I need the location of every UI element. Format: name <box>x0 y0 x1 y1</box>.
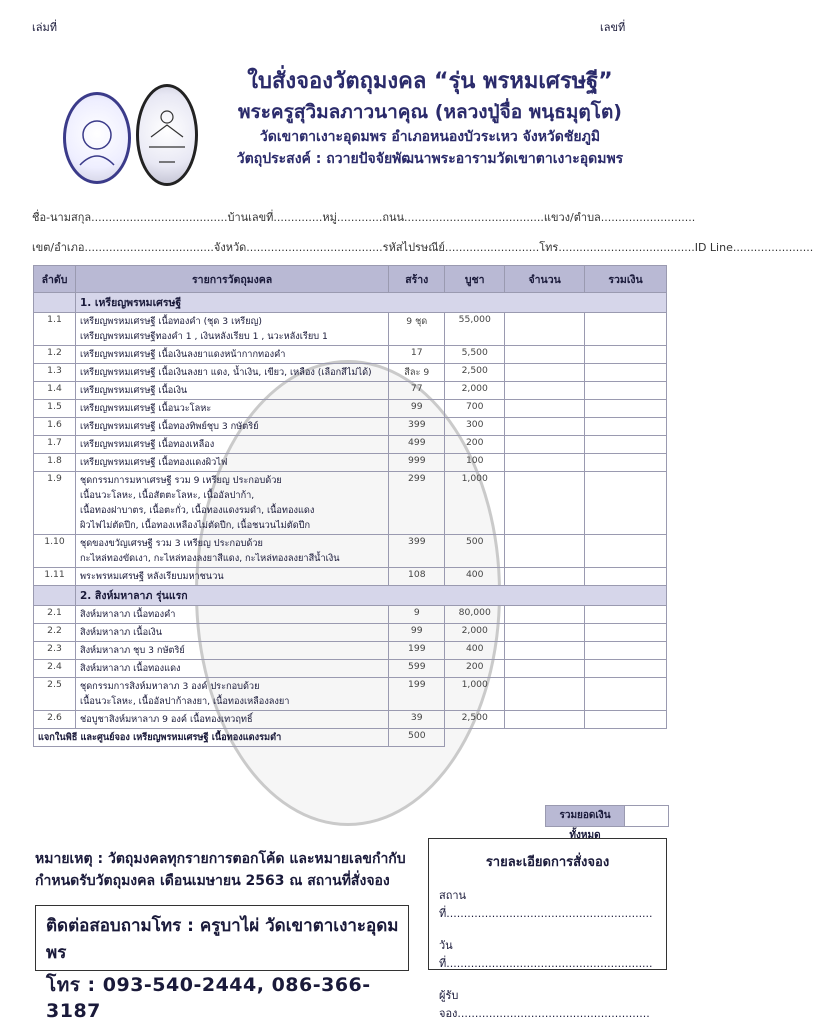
item-price-cell: 1,000 <box>445 472 505 535</box>
back-coin-image <box>136 84 198 186</box>
column-header: รวมเงิน <box>585 266 667 293</box>
item-made-cell: 39 <box>389 711 445 729</box>
item-number-cell: 1.1 <box>34 313 76 346</box>
quantity-input-cell[interactable] <box>505 535 585 568</box>
order-details-box <box>428 838 667 1020</box>
purpose-line: วัตถุประสงค์ : ถวายปัจจัยพัฒนาพระอารามวัดเขาตาเงาะอุดมพร <box>236 151 624 167</box>
form-header <box>190 66 670 170</box>
quantity-input-cell[interactable] <box>505 364 585 382</box>
item-price-cell: 2,500 <box>445 711 505 729</box>
quantity-input-cell[interactable] <box>505 711 585 729</box>
item-made-cell: 99 <box>389 624 445 642</box>
form-subtitle: พระครูสุวิมลภาวนาคุณ (หลวงปู่จื่อ พนฺธมุตฺโต) <box>238 101 622 123</box>
quantity-input-cell[interactable] <box>505 642 585 660</box>
item-name-cell: เหรียญพรหมเศรษฐี เนื้อทองเหลือง <box>75 436 388 454</box>
item-name-cell: สิงห์มหาลาภ เนื้อทองแดง <box>75 660 388 678</box>
quantity-input-cell[interactable] <box>505 606 585 624</box>
item-made-cell: 199 <box>389 642 445 660</box>
free-distribution-label: แจกในพิธี และศูนย์จอง เหรียญพรหมเศรษฐี เนื้อทองแดงรมดำ <box>34 729 389 747</box>
item-name-cell: เหรียญพรหมเศรษฐี เนื้อเงิน <box>75 382 388 400</box>
subtotal-cell[interactable] <box>585 642 667 660</box>
quantity-input-cell[interactable] <box>505 418 585 436</box>
subtotal-cell[interactable] <box>585 568 667 586</box>
quantity-input-cell[interactable] <box>505 454 585 472</box>
item-number-cell: 1.9 <box>34 472 76 535</box>
subtotal-cell[interactable] <box>585 711 667 729</box>
item-price-cell: 100 <box>445 454 505 472</box>
item-price-cell: 2,000 <box>445 382 505 400</box>
quantity-input-cell[interactable] <box>505 472 585 535</box>
item-number-cell: 1.7 <box>34 436 76 454</box>
item-made-cell: 108 <box>389 568 445 586</box>
quantity-input-cell[interactable] <box>505 624 585 642</box>
item-name-cell: สิงห์มหาลาภ เนื้อทองคำ <box>75 606 388 624</box>
column-header: รายการวัตถุมงคล <box>75 266 388 293</box>
item-price-cell: 200 <box>445 660 505 678</box>
table-row <box>34 346 667 364</box>
remark-line-1: หมายเหตุ : วัตถุมงคลทุกรายการตอกโค้ด และหมายเลขกำกับ <box>35 851 406 867</box>
item-made-cell: 399 <box>389 418 445 436</box>
item-made-cell: 17 <box>389 346 445 364</box>
section-number-cell <box>34 586 76 606</box>
item-number-cell: 1.3 <box>34 364 76 382</box>
quantity-input-cell[interactable] <box>505 313 585 346</box>
item-name-cell: ชุดของขวัญเศรษฐี รวม 3 เหรียญ ประกอบด้วย กะไหล่ทองขัดเงา, กะไหล่ทองลงยาสีแดง, กะไหล่ทองลงยาสีน้ำเงิน <box>75 535 388 568</box>
item-price-cell: 400 <box>445 642 505 660</box>
contact-line-1: ติดต่อสอบถามโทร : ครูบาไผ่ วัดเขาตาเงาะอุดมพร <box>46 916 399 963</box>
quantity-input-cell[interactable] <box>505 568 585 586</box>
subtotal-cell[interactable] <box>585 624 667 642</box>
subtotal-cell[interactable] <box>585 400 667 418</box>
item-number-cell: 1.2 <box>34 346 76 364</box>
item-number-cell: 1.4 <box>34 382 76 400</box>
subtotal-cell[interactable] <box>585 472 667 535</box>
item-number-cell: 1.10 <box>34 535 76 568</box>
item-number-cell: 1.6 <box>34 418 76 436</box>
contact-phone: โทร : 093-540-2444, 086-366-3187 <box>46 974 371 1022</box>
order-receiver-field[interactable]: ผู้รับจอง....................................................... <box>439 989 650 1020</box>
quantity-input-cell[interactable] <box>505 382 585 400</box>
order-details-title: รายละเอียดการสั่งจอง <box>485 855 610 870</box>
item-name-cell: เหรียญพรหมเศรษฐี เนื้อทองทิพย์ชุบ 3 กษัตริย์ <box>75 418 388 436</box>
table-row <box>34 400 667 418</box>
table-row <box>34 678 667 711</box>
subtotal-cell[interactable] <box>585 436 667 454</box>
item-number-cell: 2.2 <box>34 624 76 642</box>
remark-line-2: กำหนดรับวัตถุมงคล เดือนเมษายน 2563 ณ สถานที่สั่งจอง <box>35 873 390 889</box>
quantity-input-cell[interactable] <box>505 678 585 711</box>
front-coin-image <box>63 92 131 184</box>
table-row <box>34 313 667 346</box>
quantity-input-cell[interactable] <box>505 660 585 678</box>
table-row <box>34 568 667 586</box>
section-title: 1. เหรียญพรหมเศรษฐี <box>75 293 666 313</box>
customer-fields-row-1[interactable]: ชื่อ-นามสกุล.......................................บ้านเลขที่..............หมู่.............ถนน........................................แขวง/ตำบล........................... <box>32 211 696 224</box>
number-label: เลขที่ <box>600 21 626 34</box>
table-row <box>34 364 667 382</box>
item-price-cell: 55,000 <box>445 313 505 346</box>
item-price-cell: 1,000 <box>445 678 505 711</box>
free-distribution-count: 500 <box>389 729 445 747</box>
item-made-cell: 77 <box>389 382 445 400</box>
item-made-cell: 599 <box>389 660 445 678</box>
quantity-input-cell[interactable] <box>505 400 585 418</box>
item-price-cell: 2,500 <box>445 364 505 382</box>
subtotal-cell[interactable] <box>585 454 667 472</box>
column-header: บูชา <box>445 266 505 293</box>
quantity-input-cell[interactable] <box>505 436 585 454</box>
table-row <box>34 382 667 400</box>
subtotal-cell[interactable] <box>585 382 667 400</box>
subtotal-cell[interactable] <box>585 535 667 568</box>
item-made-cell: 999 <box>389 454 445 472</box>
subtotal-cell[interactable] <box>585 364 667 382</box>
quantity-input-cell[interactable] <box>505 346 585 364</box>
subtotal-cell[interactable] <box>585 678 667 711</box>
item-price-cell: 400 <box>445 568 505 586</box>
table-section-row <box>34 293 667 313</box>
item-made-cell: 9 <box>389 606 445 624</box>
item-name-cell: สิงห์มหาลาภ เนื้อเงิน <box>75 624 388 642</box>
item-name-cell: ช่อบูชาสิงห์มหาลาภ 9 องค์ เนื้อทองเทวฤทธิ์ <box>75 711 388 729</box>
item-name-cell: เหรียญพรหมเศรษฐี เนื้อนวะโลหะ <box>75 400 388 418</box>
item-price-cell: 700 <box>445 400 505 418</box>
table-row <box>34 535 667 568</box>
table-row <box>34 436 667 454</box>
item-price-cell: 5,500 <box>445 346 505 364</box>
items-table <box>33 265 667 747</box>
table-row <box>34 418 667 436</box>
column-header: จำนวน <box>505 266 585 293</box>
item-number-cell: 1.11 <box>34 568 76 586</box>
item-name-cell: ชุดกรรมการสิงห์มหาลาภ 3 องค์ ประกอบด้วย เนื้อนวะโลหะ, เนื้ออัลปาก้าลงยา, เนื้อทองเหลืองลงยา <box>75 678 388 711</box>
table-row <box>34 711 667 729</box>
subtotal-cell[interactable] <box>585 660 667 678</box>
table-row <box>34 642 667 660</box>
item-name-cell: พระพรหมเศรษฐี หลังเรียบมหาชนวน <box>75 568 388 586</box>
item-price-cell: 200 <box>445 436 505 454</box>
customer-fields-row-2[interactable]: เขต/อำเภอ.....................................จังหวัด.......................................รหัสไปรษณีย์...........................โทร.......................................ID Line....................... <box>32 241 813 254</box>
table-section-row <box>34 586 667 606</box>
empty-cell <box>445 729 667 747</box>
item-name-cell: เหรียญพรหมเศรษฐี เนื้อเงินลงยา แดง, น้ำเงิน, เขียว, เหลือง (เลือกสีไม่ได้) <box>75 364 388 382</box>
grand-total-label: รวมยอดเงินทั้งหมด <box>545 805 625 827</box>
subtotal-cell[interactable] <box>585 418 667 436</box>
table-row <box>34 606 667 624</box>
item-price-cell: 500 <box>445 535 505 568</box>
temple-address: วัดเขาตาเงาะอุดมพร อำเภอหนองบัวระเหว จังหวัดชัยภูมิ <box>259 129 601 145</box>
table-row <box>34 454 667 472</box>
item-made-cell: สีละ 9 <box>389 364 445 382</box>
item-name-cell: เหรียญพรหมเศรษฐี เนื้อเงินลงยาแดงหน้ากากทองคำ <box>75 346 388 364</box>
item-price-cell: 300 <box>445 418 505 436</box>
item-name-cell: ชุดกรรมการมหาเศรษฐี รวม 9 เหรียญ ประกอบด้วย เนื้อนวะโลหะ, เนื้อสัตตะโลหะ, เนื้ออัลปาก้า, เนื้อทองฝาบาตร, เนื้อตะกั่ว, เนื้อทองแดงรมดำ, เนื้อทองแดง ผิวไฟไม่ตัดปีก, เนื้อทองเหลืองไม่ตัดปีก, เนื้อชนวนไม่ตัดปีก <box>75 472 388 535</box>
section-number-cell <box>34 293 76 313</box>
item-number-cell: 1.5 <box>34 400 76 418</box>
free-distribution-row <box>34 729 667 747</box>
item-name-cell: สิงห์มหาลาภ ชุบ 3 กษัตริย์ <box>75 642 388 660</box>
item-made-cell: 399 <box>389 535 445 568</box>
item-made-cell: 9 ชุด <box>389 313 445 346</box>
order-place-field[interactable]: สถานที่........................................................... <box>439 889 653 920</box>
table-header-row <box>34 266 667 293</box>
table-row <box>34 624 667 642</box>
contact-box <box>35 905 409 1022</box>
item-name-cell: เหรียญพรหมเศรษฐี เนื้อทองคำ (ชุด 3 เหรียญ) เหรียญพรหมเศรษฐีทองคำ 1 , เงินหลังเรียบ 1 , นวะหลังเรียบ 1 <box>75 313 388 346</box>
item-name-cell: เหรียญพรหมเศรษฐี เนื้อทองแดงผิวไฟ <box>75 454 388 472</box>
item-made-cell: 199 <box>389 678 445 711</box>
item-price-cell: 80,000 <box>445 606 505 624</box>
item-number-cell: 2.5 <box>34 678 76 711</box>
form-title: ใบสั่งจองวัตถุมงคล “รุ่น พรหมเศรษฐี” <box>247 69 613 94</box>
item-made-cell: 299 <box>389 472 445 535</box>
item-number-cell: 1.8 <box>34 454 76 472</box>
section-title: 2. สิงห์มหาลาภ รุ่นแรก <box>75 586 666 606</box>
column-header: สร้าง <box>389 266 445 293</box>
order-date-field[interactable]: วันที่........................................................... <box>439 939 653 970</box>
subtotal-cell[interactable] <box>585 606 667 624</box>
book-number-label: เล่มที่ <box>32 21 58 34</box>
subtotal-cell[interactable] <box>585 313 667 346</box>
item-number-cell: 2.6 <box>34 711 76 729</box>
column-header: ลำดับ <box>34 266 76 293</box>
item-number-cell: 2.3 <box>34 642 76 660</box>
table-row <box>34 660 667 678</box>
item-number-cell: 2.4 <box>34 660 76 678</box>
item-number-cell: 2.1 <box>34 606 76 624</box>
table-row <box>34 472 667 535</box>
remark-block <box>35 848 415 892</box>
grand-total-field[interactable] <box>624 805 669 827</box>
item-price-cell: 2,000 <box>445 624 505 642</box>
item-made-cell: 99 <box>389 400 445 418</box>
item-made-cell: 499 <box>389 436 445 454</box>
subtotal-cell[interactable] <box>585 346 667 364</box>
